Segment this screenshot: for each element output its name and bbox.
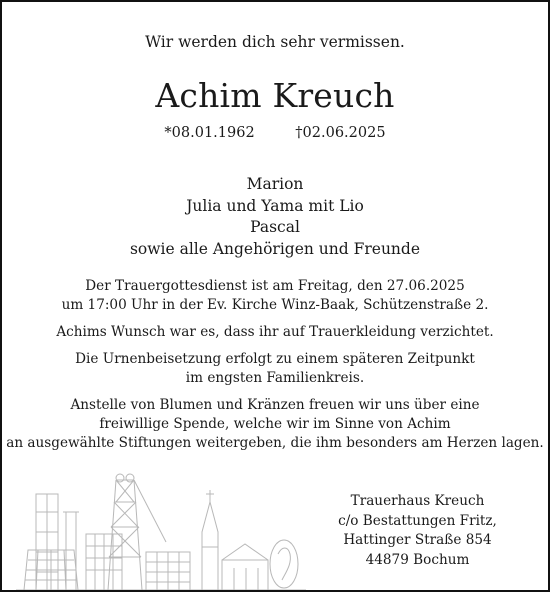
text-line: Der Trauergottesdienst ist am Freitag, den 27.06.2025 [85,278,465,294]
deceased-name: Achim Kreuch [155,76,395,115]
service-paragraph [2,277,548,315]
city-skyline-sketch-icon [16,472,306,592]
service-details [2,277,548,461]
clothing-paragraph [2,323,548,342]
text-line: freiwillige Spende, welche wir im Sinne von Achim [99,416,451,432]
text-line: um 17:00 Uhr in der Ev. Kirche Winz-Baak, Schützenstraße 2. [61,297,489,313]
funeral-home-address [320,492,515,570]
mourner-line: Julia und Yama mit Lio [186,196,364,215]
mourner-line: Marion [246,175,304,193]
burial-paragraph [2,350,548,388]
birth-date: *08.01.1962 [164,125,255,141]
text-line: an ausgewählte Stiftungen weitergeben, die ihm besonders am Herzen lagen. [6,435,544,451]
mourner-line: sowie alle Angehörigen und Freunde [129,239,421,258]
intro-line: Wir werden dich sehr vermissen. [145,33,405,51]
address-line: 44879 Bochum [365,551,470,568]
address-line: c/o Bestattungen Fritz, [338,512,497,529]
text-line: im engsten Familienkreis. [185,370,365,386]
address-line: Hattinger Straße 854 [343,532,492,548]
death-date: †02.06.2025 [295,125,386,141]
donation-paragraph [2,396,548,453]
life-dates [2,125,548,141]
text-line: Die Urnenbeisetzung erfolgt zu einem späteren Zeitpunkt [75,351,475,367]
mourner-line: Pascal [250,218,300,236]
address-line: Trauerhaus Kreuch [350,493,485,509]
mourners-list [2,174,548,260]
text-line: Achims Wunsch war es, dass ihr auf Trauerkleidung verzichtet. [56,324,494,340]
text-line: Anstelle von Blumen und Kränzen freuen wir uns über eine [70,397,480,413]
